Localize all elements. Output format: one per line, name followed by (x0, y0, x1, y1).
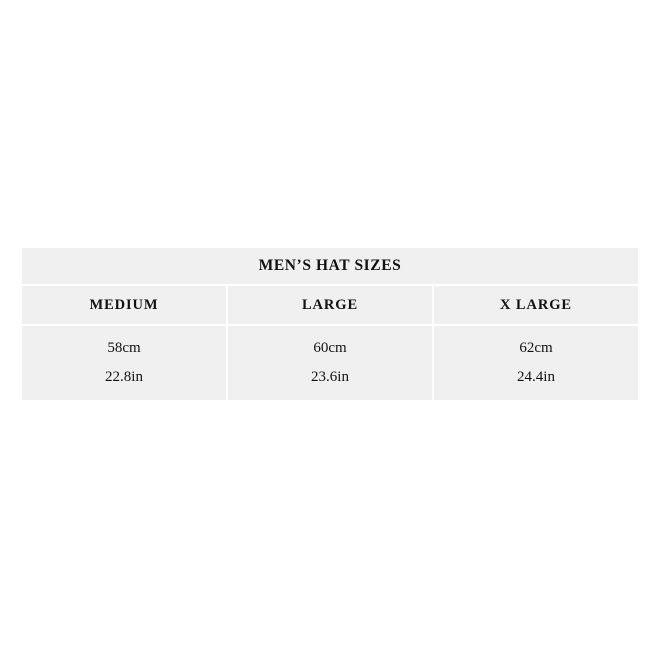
measurement-in-large: 23.6in (311, 369, 349, 385)
measurement-cell-large (228, 326, 432, 400)
table-title-row (22, 248, 638, 284)
column-header-medium: MEDIUM (22, 286, 226, 324)
measurement-cell-x-large (434, 326, 638, 400)
table-title: MEN’S HAT SIZES (22, 248, 638, 284)
measurement-cm-medium: 58cm (107, 339, 141, 356)
column-header-large: LARGE (228, 286, 432, 324)
table-header-row (22, 286, 638, 324)
hat-size-table (20, 246, 640, 402)
measurement-in-x-large: 24.4in (517, 369, 555, 385)
measurement-cm-x-large: 62cm (519, 339, 553, 356)
table-data-row (22, 326, 638, 400)
column-header-x-large: X LARGE (434, 286, 638, 324)
measurement-in-medium: 22.8in (105, 369, 143, 385)
measurement-cm-large: 60cm (313, 339, 347, 356)
measurement-cell-medium (22, 326, 226, 400)
